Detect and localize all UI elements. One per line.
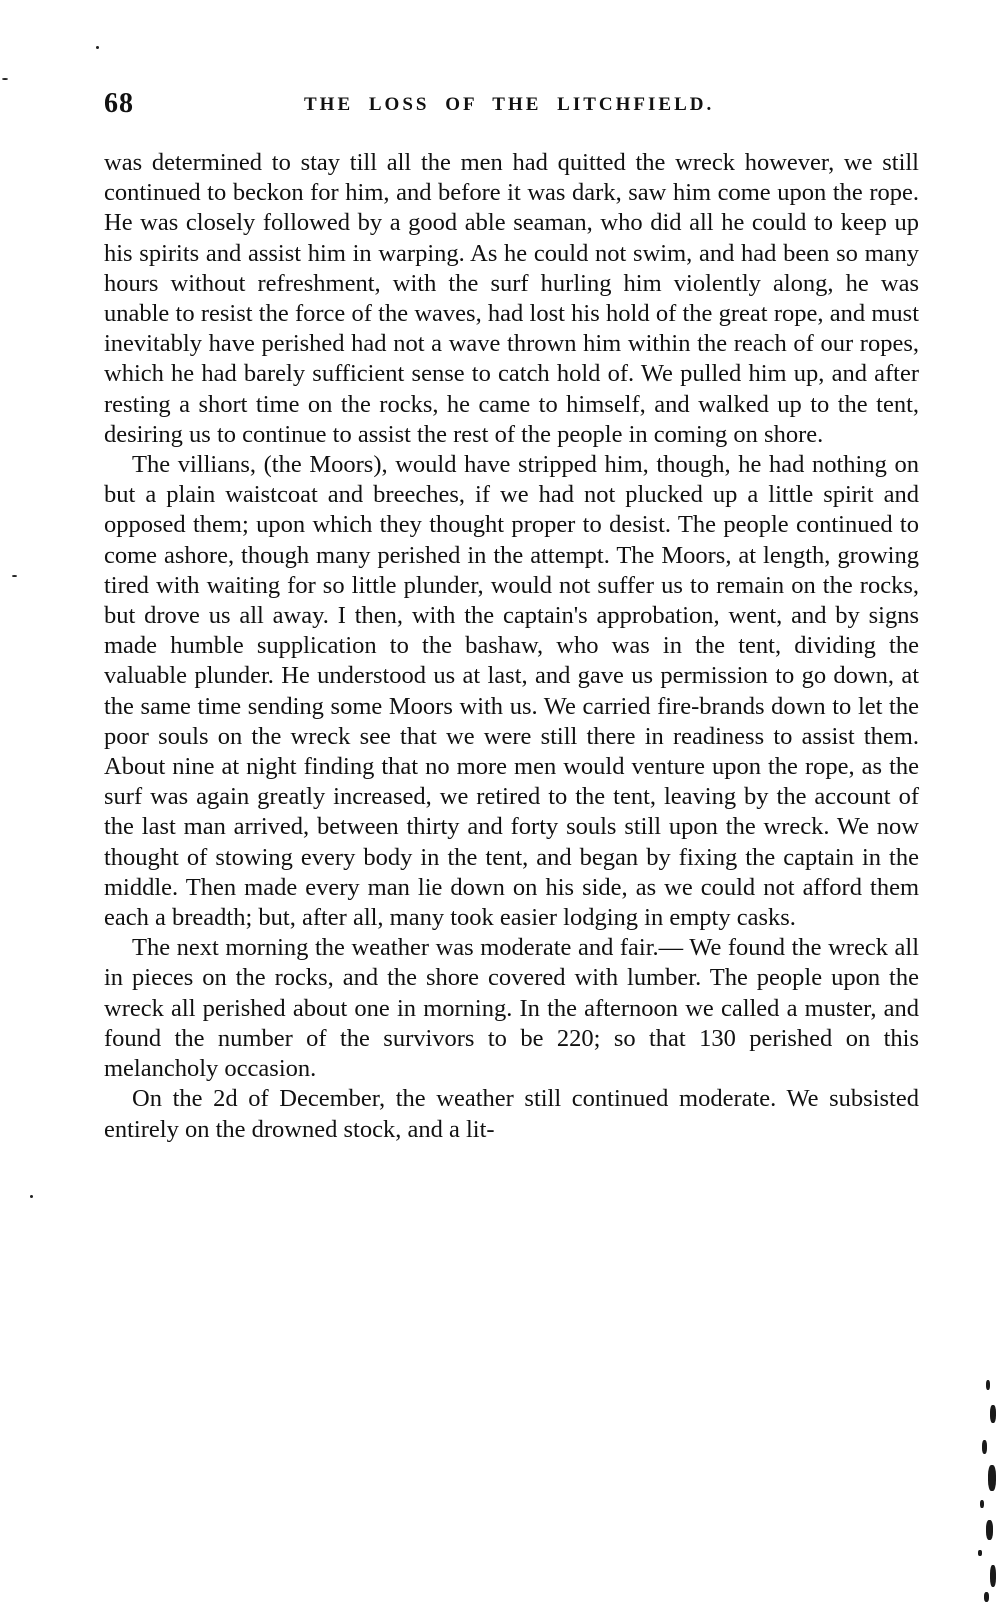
paragraph-3: The next morning the weather was moderate and fair.— We found the wreck all in pieces on the rocks, and the shore covered with lumber. The people upon the wreck all perished about one in morning. In the afternoon we called a muster, and found the number of the survivors to be 220; so that 130 perished on this melancholy occasion. (104, 934, 919, 1083)
paragraph-1: was determined to stay till all the men had quitted the wreck however, we still continued to beckon for him, and before it was dark, saw him come upon the rope. He was closely followed by a good able seaman, who did all he could to keep up his spirits and assist him in warping. As he could not swim, and had been so many hours without refreshment, with the surf hurling him violently along, he was unable to resist the force of the waves, had lost his hold of the great rope, and must inevitably have perished had not a wave thrown him within the reach of our ropes, which he had barely sufficient sense to catch hold of. We pulled him up, and after resting a short time on the rocks, he came to himself, and walked up to the tent, desiring us to continue to assist the rest of the people in coming on shore. (104, 149, 919, 448)
paragraph-2: The villians, (the Moors), would have stripped him, though, he had nothing on but a plain waistcoat and breeches, if we had not plucked up a little spirit and opposed them; upon which they thought proper to desist. The people continued to come ashore, though many perished in the attempt. The Moors, at length, growing tired with waiting for so little plunder, would not suffer us to remain on the rocks, but drove us all away. I then, with the captain's approbation, went, and by signs made humble supplication to the bashaw, who was in the tent, dividing the valuable plunder. He understood us at last, and gave us permission to go down, at the same time sending some Moors with us. We carried fire-brands down to let the poor souls on the wreck see that we were still there in readiness to assist them. About nine at night finding that no more men would venture upon the rope, as the surf was again greatly increased, we retired to the tent, leaving by the account of the last man arrived, between thirty and forty souls still upon the wreck. We now thought of stowing every body in the tent, and began by fixing the captain in the middle. Then made every man lie down on his side, as we could not afford them each a breadth; but, after all, many took easier lodging in empty casks. (104, 451, 919, 932)
ink-speck (12, 575, 17, 577)
ink-speck (96, 46, 99, 49)
page-number: 68 (104, 88, 134, 119)
running-title: THE LOSS OF THE LITCHFIELD. (304, 94, 715, 115)
ink-speck (30, 1195, 33, 1198)
body-text (104, 148, 919, 1145)
page-header (104, 88, 919, 128)
paragraph-4: On the 2d of December, the weather still continued moderate. We subsisted entirely on the drowned stock, and a lit- (104, 1085, 919, 1143)
ink-speck (2, 78, 8, 80)
page-edge-shadow (960, 1360, 1000, 1612)
